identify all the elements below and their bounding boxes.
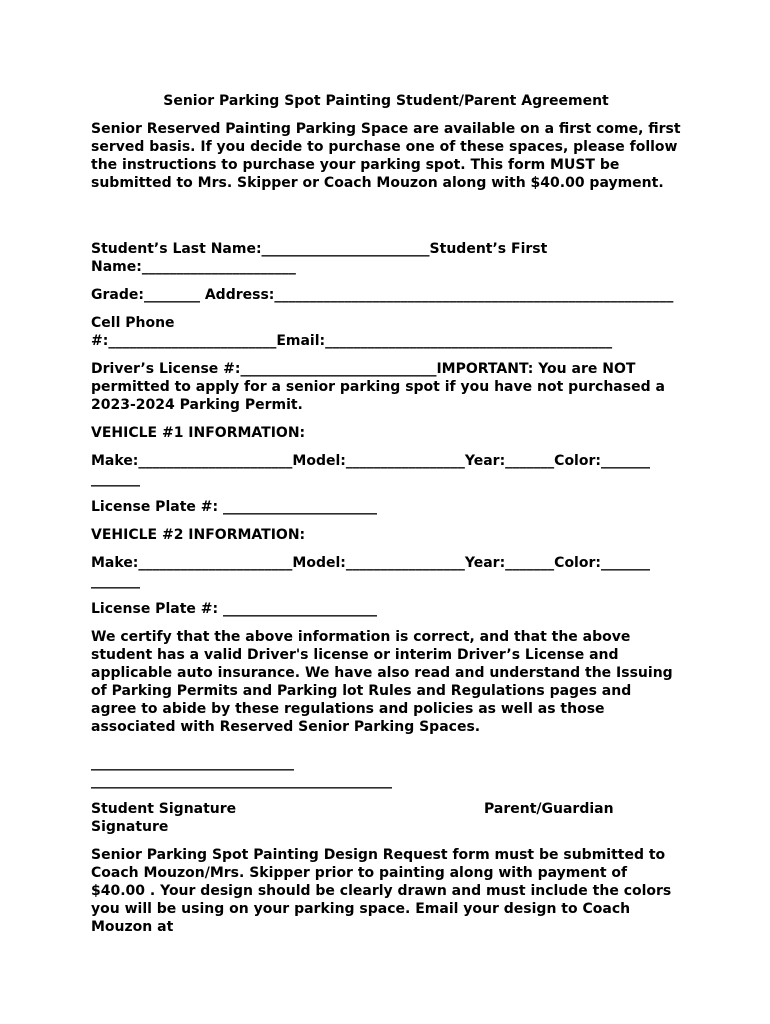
certification-paragraph: We certify that the above information is correct, and that the above student has a valid Driver's license or interim Driver’s License and applicable auto insurance. We have also read and understand the Issuing of Parking Permits and Parking lot Rules and Regulations pages and agree to abide by these regulations and policies as well as those associated with Reserved Senior Parking Spaces. — [91, 629, 673, 735]
spacer — [91, 202, 681, 240]
signature-labels — [91, 800, 681, 818]
parent-signature-label-cont: Signature — [91, 819, 169, 835]
page-title: Senior Parking Spot Painting Student/Parent Agreement — [163, 93, 609, 109]
signature-lines: _____________________________ ___________________________________________ — [91, 755, 392, 789]
drivers-license-field: Driver’s License #:____________________________IMPORTANT: You are NOT permitted to apply for a senior parking spot if you have not purchased a 2023-2024 Parking Permit. — [91, 361, 665, 413]
student-name-fields: Student’s Last Name:________________________Student’s First Name:______________________ — [91, 241, 548, 275]
parent-signature-label: Parent/Guardian — [484, 801, 614, 817]
grade-address-fields: Grade:________ Address:_________________________________________________________ — [91, 287, 674, 303]
vehicle1-details: Make:______________________Model:_________________Year:_______Color:_______ _______ — [91, 453, 650, 487]
phone-email-fields: Cell Phone #:________________________Email:_________________________________________ — [91, 315, 613, 349]
design-request-paragraph: Senior Parking Spot Painting Design Request form must be submitted to Coach Mouzon/Mrs. Skipper prior to painting along with payment of $40.00 . Your design should be clearly drawn and must include the colors you will be using on your parking space. Email your design to Coach Mouzon at — [91, 847, 672, 935]
form-content — [91, 92, 681, 946]
intro-paragraph: Senior Reserved Painting Parking Space are available on a first come, first served basis. If you decide to purchase one of these spaces, please follow the instructions to purchase your parking spot. This form MUST be submitted to Mrs. Skipper or Coach Mouzon along with $40.00 payment. — [91, 121, 681, 191]
vehicle2-details: Make:______________________Model:_________________Year:_______Color:_______ _______ — [91, 555, 650, 589]
vehicle1-plate: License Plate #: ______________________ — [91, 499, 377, 515]
vehicle2-plate: License Plate #: ______________________ — [91, 601, 377, 617]
student-signature-label: Student Signature — [91, 801, 237, 817]
vehicle1-heading: VEHICLE #1 INFORMATION: — [91, 425, 306, 441]
vehicle2-heading: VEHICLE #2 INFORMATION: — [91, 527, 306, 543]
